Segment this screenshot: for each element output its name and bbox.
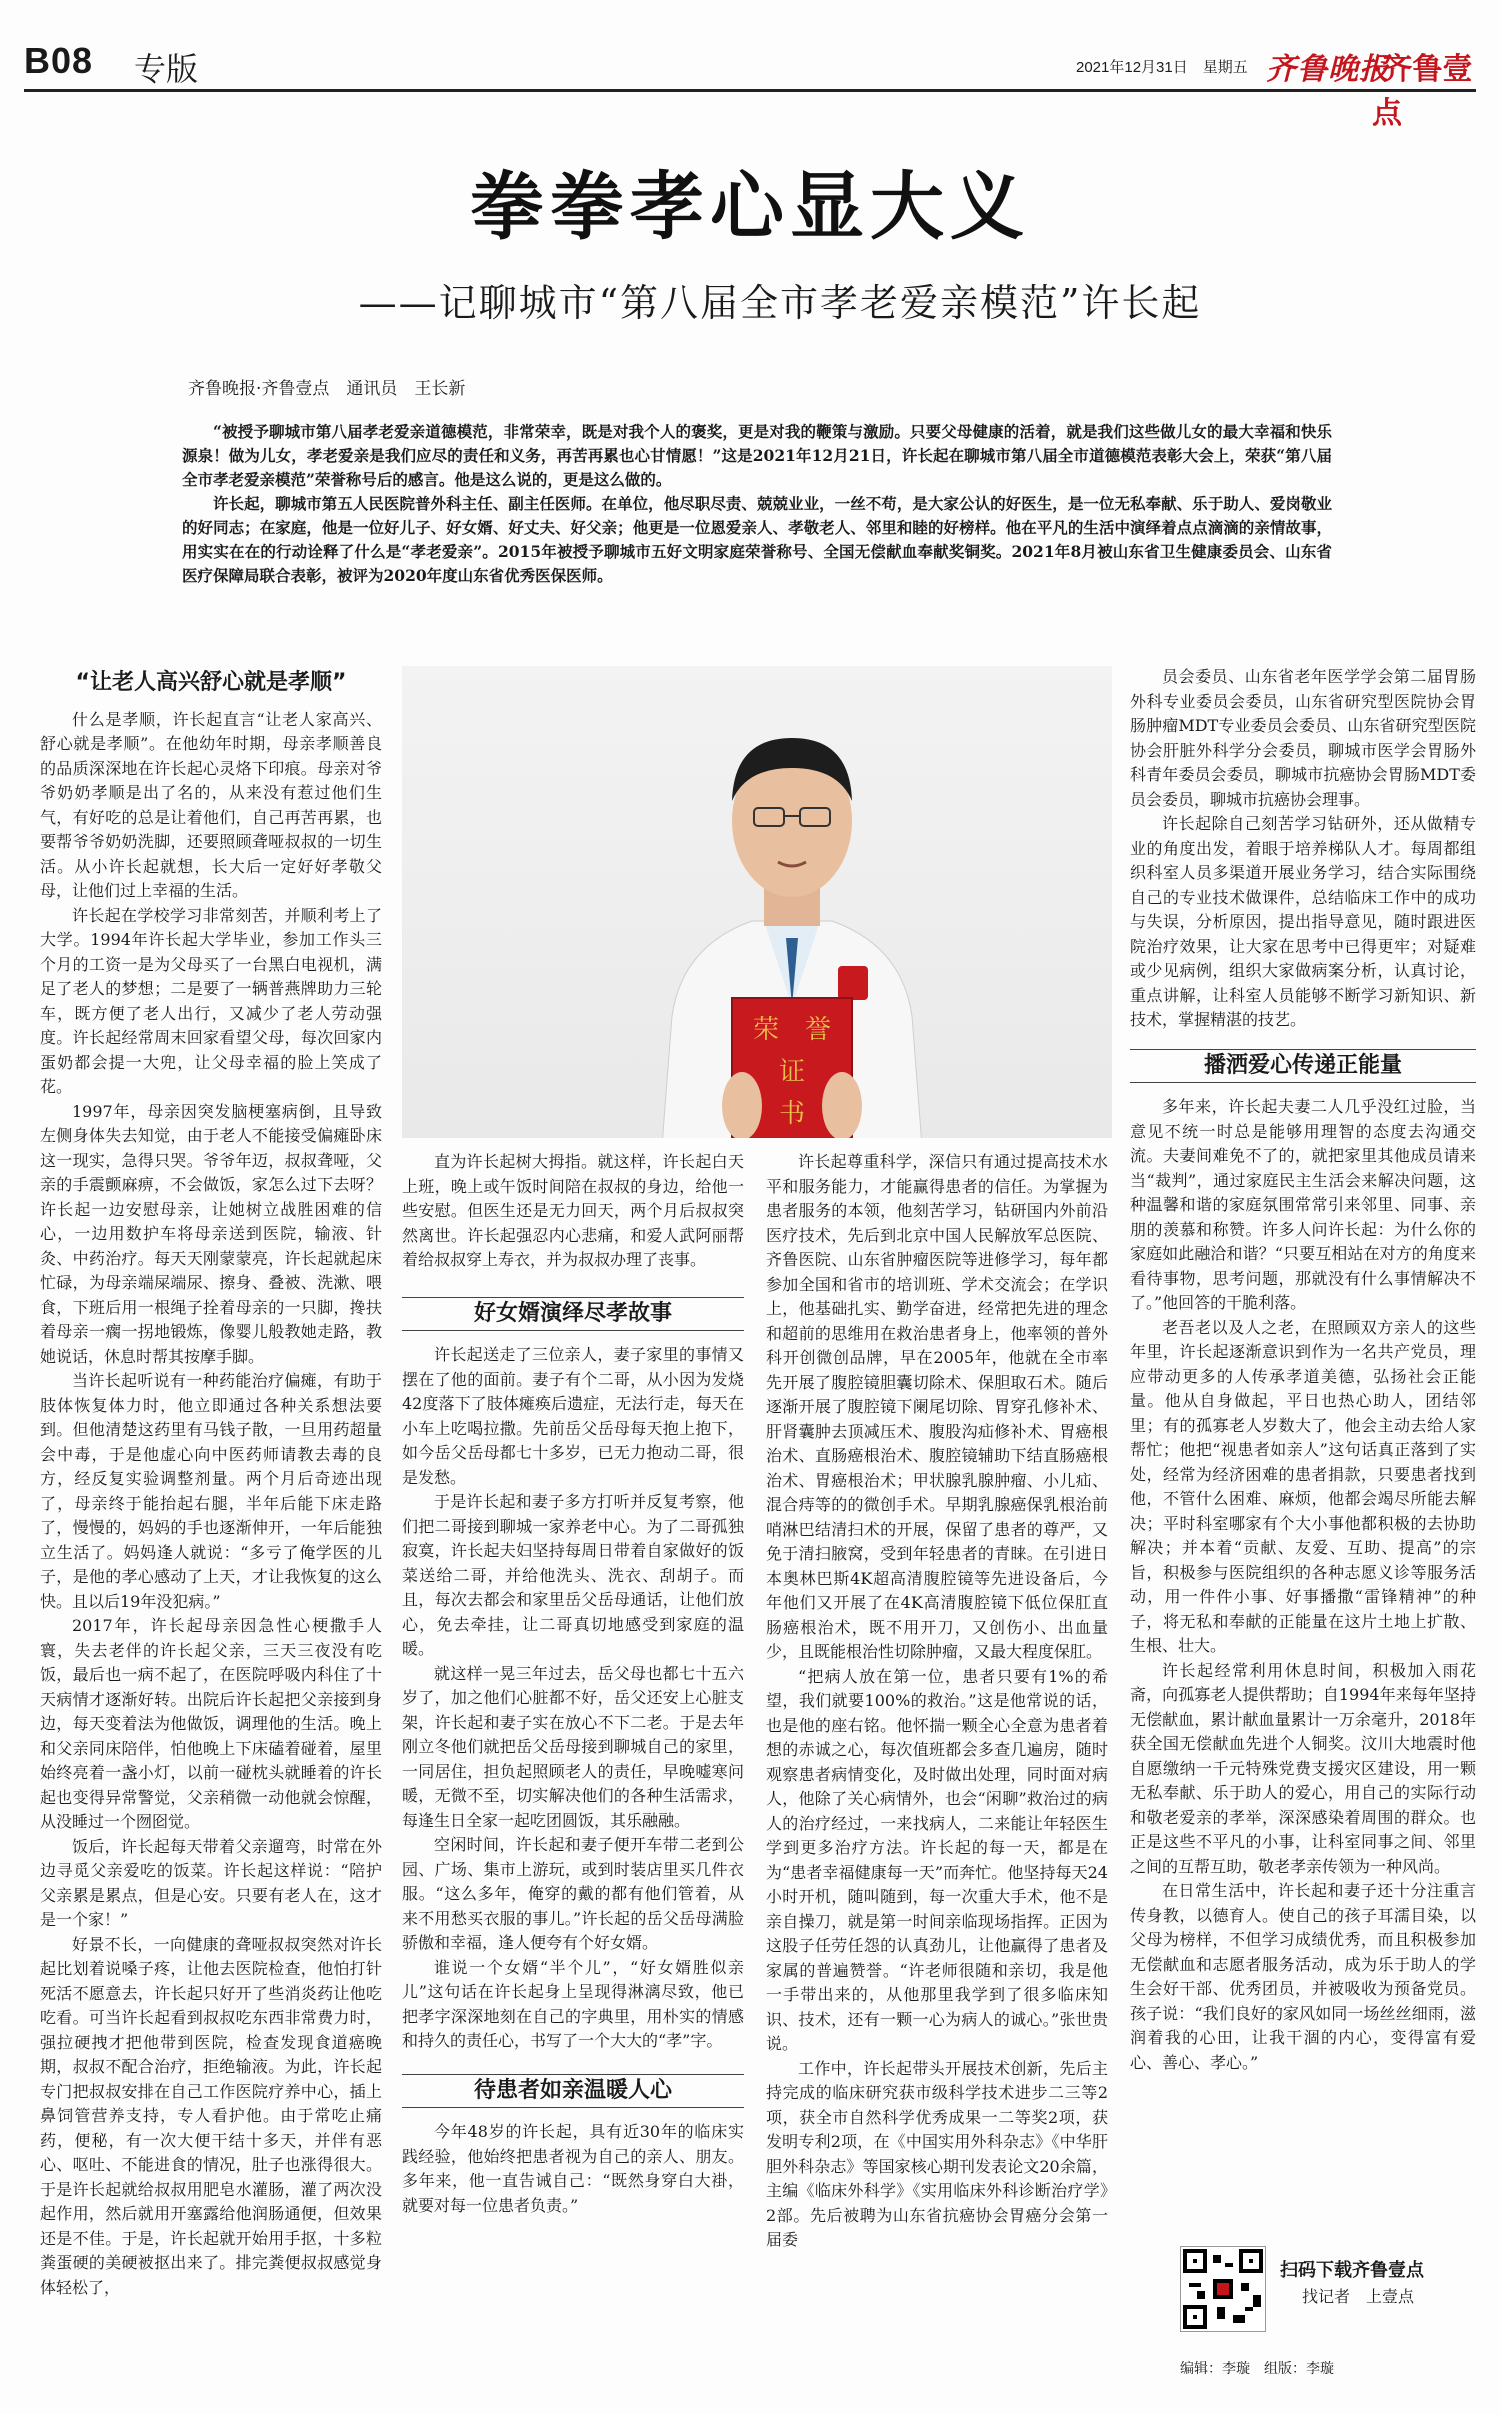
body-paragraph: 饭后，许长起每天带着父亲遛弯，时常在外边寻觅父亲爱吃的饭菜。许长起这样说：“陪护父亲累是累点，但是心安。只要有老人在，这才是一个家！”: [40, 1836, 382, 1929]
body-paragraph: “把病人放在第一位，患者只要有1%的希望，我们就要100%的救治。”这是他常说的话，也是他的座右铭。他怀揣一颗全心全意为患者着想的赤诚之心，每次值班都会多查几遍房，随时观察患者病情变化，及时做出处理，同时面对病人，他除了关心病情外，也会“闲聊”救治过的病人的治疗经过，一来找病人，二来能让年轻医生学到更多治疗方法。许长起的每一天，都是在为“患者幸福健康每一天”而奔忙。他坚持每天24小时开机，随叫随到，每一次重大手术，他不是亲自操刀，就是第一时间亲临现场指挥。正因为这股子任劳任怨的认真劲儿，让他赢得了患者及家属的普遍赞誉。“许老师很随和亲切，我是他一手带出来的，从他那里我学到了很多临床知识、技术，还有一颗一心为病人的诚心。”张世贵说。: [766, 1666, 1108, 2053]
body-paragraph: 在日常生活中，许长起和妻子还十分注重言传身教，以德育人。使自己的孩子耳濡目染，以父母为榜样，不但学习成绩优秀，而且积极参加无偿献血和志愿者服务活动，成为乐于助人的学生会好干部、优秀团员，并被吸收为预备党员。孩子说：“我们良好的家风如同一场丝丝细雨，滋润着我的心田，让我干涸的内心，变得富有爱心、善心、孝心。”: [1130, 1881, 1476, 2072]
body-paragraph: 多年来，许长起夫妻二人几乎没红过脸，当意见不统一时总是能够用理智的态度去沟通交流。夫妻间难免不了的，就把家里其他成员请来当“裁判”，通过家庭民主生活会来解决问题，这种温馨和谐的家庭氛围常常引来邻里、同事、亲朋的羡慕和称赞。许多人问许长起：为什么你的家庭如此融洽和谐？“只要互相站在对方的角度来看待事物，思考问题，那就没有什么事情解决不了。”他回答的干脆利落。: [1130, 1097, 1476, 1312]
doctor-portrait-illustration: [642, 676, 942, 1138]
certificate-text-mid: 证: [778, 1057, 806, 1087]
section-heading: 播洒爱心传递正能量: [1130, 1049, 1476, 1084]
body-paragraph: 工作中，许长起带头开展技术创新，先后主持完成的临床研究获市级科学技术进步二三等2项，获全市自然科学优秀成果一二等奖2项，获发明专利2项，在《中国实用外科杂志》《中华肝胆外科杂志》等国家核心期刊发表论文20余篇，主编《临床外科学》《实用临床外科诊断治疗学》2部。先后被聘为山东省抗癌协会胃癌分会第一届委: [766, 2058, 1108, 2249]
column-4: [1130, 665, 1476, 2237]
section-heading: 待患者如亲温暖人心: [402, 2074, 744, 2109]
body-paragraph: 谁说一个女婿“半个儿”，“好女婿胜似亲儿”这句话在许长起身上呈现得淋漓尽致，他已把孝字深深地刻在自己的字典里，用朴实的情感和持久的责任心，书写了一个大大的“孝”字。: [402, 1957, 744, 2050]
certificate-text-bottom: 书: [778, 1099, 806, 1129]
section-heading: “让老人高兴舒心就是孝顺”: [75, 670, 347, 695]
page-code: B08: [24, 40, 94, 81]
column-3: [766, 1150, 1108, 2380]
qr-block: [1180, 2246, 1480, 2396]
section-name: 专版: [134, 51, 199, 87]
body-paragraph: 什么是孝顺，许长起直言“让老人家高兴、舒心就是孝顺”。在他幼年时期，母亲孝顺善良的品质深深地在许长起心灵烙下印痕。母亲对爷爷奶奶孝顺是出了名的，从来没有惹过他们生气，有好吃的总是让着他们，自己再苦再累，也要帮爷爷奶奶洗脚，还要照顾聋哑叔叔的一切生活。从小许长起就想，长大后一定好好孝敬父母，让他们过上幸福的生活。: [40, 709, 382, 900]
body-paragraph: 许长起除自己刻苦学习钻研外，还从做精专业的角度出发，着眼于培养梯队人才。每周都组织科室人员多渠道开展业务学习，结合实际围绕自己的专业技术做课件，总结临床工作中的成功与失误，分析原因，提出指导意见，随时跟进医院治疗效果，让大家在思考中已得更牢；对疑难或少见病例，组织大家做病案分析，认真讨论，重点讲解，让科室人员能够不断学习新知识、新技术，掌握精湛的技艺。: [1130, 814, 1476, 1029]
portrait-photo: [402, 666, 1112, 1138]
lead-paragraph: 许长起，聊城市第五人民医院普外科主任、副主任医师。在单位，他尽职尽责、兢兢业业，一丝不苟，是大家公认的好医生，是一位无私奉献、乐于助人、爱岗敬业的好同志；在家庭，他是一位好儿子、好女婿、好丈夫、好父亲；他更是一位恩爱亲人、孝敬老人、邻里和睦的好榜样。他在平凡的生活中演绎着点点滴滴的亲情故事，用实实在在的行动诠释了什么是“孝老爱亲”。2015年被授予聊城市五好文明家庭荣誉称号、全国无偿献血奉献奖铜奖。2021年8月被山东省卫生健康委员会、山东省医疗保障局联合表彰，被评为2020年度山东省优秀医保医师。: [182, 494, 1332, 585]
body-paragraph: 许长起在学校学习非常刻苦，并顺利考上了大学。1994年许长起大学毕业，参加工作头三个月的工资一是为父母买了一台黑白电视机，满足了老人的梦想；二是要了一辆普燕牌助力三轮车，既方便了老人出行，又减少了老人劳动强度。许长起经常周末回家看望父母，每次回家内蛋奶都会提一大兜，让父母幸福的脸上笑成了花。: [40, 905, 382, 1096]
body-paragraph: 直为许长起树大拇指。就这样，许长起白天上班，晚上或午饭时间陪在叔叔的身边，给他一些安慰。但医生还是无力回天，两个月后叔叔突然离世。许长起强忍内心悲痛，和爱人武阿丽帮着给叔叔穿上寿衣，并为叔叔办理了丧事。: [402, 1152, 744, 1269]
body-paragraph: 就这样一晃三年过去，岳父母也都七十五六岁了，加之他们心脏都不好，岳父还安上心脏支架，许长起和妻子实在放心不下二老。于是去年刚立冬他们就把岳父岳母接到聊城自己的家里，一同居住，担负起照顾老人的责任，早晚嘘寒问暖，无微不至，切实解决他们的各种生活需求，每逢生日全家一起吃团圆饭，其乐融融。: [402, 1663, 744, 1830]
body-paragraph: 许长起尊重科学，深信只有通过提高技术水平和服务能力，才能赢得患者的信任。为掌握为患者服务的本领，他刻苦学习，钻研国内外前沿医疗技术，先后到北京中国人民解放军总医院、齐鲁医院、山东省肿瘤医院等进修学习，每年都参加全国和省市的培训班、学术交流会；在学识上，他基础扎实、勤学奋进，经常把先进的理念和超前的思维用在救治患者身上，他率领的普外科开创微创品牌，早在2005年，他就在全市率先开展了腹腔镜胆囊切除术、保胆取石术。随后逐渐开展了腹腔镜下阑尾切除、胃穿孔修补术、肝肾囊肿去顶减压术、腹股沟疝修补术、胃癌根治术、直肠癌根治术、腹腔镜辅助下结直肠癌根治术、胃癌根治术；甲状腺乳腺肿瘤、小儿疝、混合痔等的的微创手术。早期乳腺癌保乳根治前哨淋巴结清扫术的开展，保留了患者的尊严，又免于清扫腋窝，受到年轻患者的青睐。在引进日本奥林巴斯4K超高清腹腔镜等先进设备后，今年他们又开展了在4K高清腹腔镜下低位保肛直肠癌根治术，既不用开刀，又创伤小、出血量少，且既能根治性切除肿瘤，又最大程度保肛。: [766, 1152, 1108, 1661]
body-paragraph: 员会委员、山东省老年医学学会第二届胃肠外科专业委员会委员，山东省研究型医院协会胃肠肿瘤MDT专业委员会委员、山东省研究型医院协会肝脏外科学分会委员，聊城市医学会胃肠外科青年委员会委员，聊城市抗癌协会胃肠MDT委员会委员，聊城市抗癌协会理事。: [1130, 667, 1476, 809]
column-1: [40, 665, 382, 2380]
body-paragraph: 1997年，母亲因突发脑梗塞病倒，且导致左侧身体失去知觉，由于老人不能接受偏瘫卧床这一现实，急得只哭。爷爷年迈，叔叔聋哑，父亲的手震颤麻痹，不会做饭，家怎么过下去呀？许长起一边安慰母亲，让她树立战胜困难的信心，一边用数护车将母亲送到医院，输液、针灸、中药治疗。每天天刚蒙蒙亮，许长起就起床忙碌，为母亲端屎端尿、擦身、叠被、洗漱、喂食，下班后用一根绳子拴着母亲的一只脚，搀扶着母亲一瘸一拐地锻炼，像婴儿般教她走路，教她说话，休息时帮其按摩手脚。: [40, 1101, 382, 1366]
body-paragraph: 今年48岁的许长起，具有近30年的临床实践经验，他始终把患者视为自己的亲人、朋友。多年来，他一直告诫自己：“既然身穿白大褂，就要对每一位患者负责。”: [402, 2122, 744, 2215]
app-logo: ·齐鲁壹点: [1372, 52, 1473, 131]
certificate-text-top: 荣 誉: [752, 1015, 832, 1045]
article-subtitle: ——记聊城市“第八届全市孝老爱亲模范”许长起: [358, 281, 1202, 325]
page-header: [24, 40, 1476, 131]
body-paragraph: 空闲时间，许长起和妻子便开车带二老到公园、广场、集市上游玩，或到时装店里买几件衣服。“这么多年，俺穿的戴的都有他们管着，从来不用愁买衣服的事儿。”许长起的岳父岳母满脸骄傲和幸福，逢人便夸有个好女婿。: [402, 1835, 744, 1952]
body-paragraph: 于是许长起和妻子多方打听并反复考察，他们把二哥接到聊城一家养老中心。为了二哥孤独寂寞，许长起夫妇坚持每周日带着自家做好的饭菜送给二哥，并给他洗头、洗衣、刮胡子。而且，每次去都会和家里岳父岳母通话，让他们放心，免去牵挂，让二哥真切地感受到家庭的温暖。: [402, 1492, 744, 1658]
qr-code-icon[interactable]: [1180, 2246, 1266, 2332]
column-2: [402, 1150, 744, 2380]
issue-date: 2021年12月31日 星期五: [1076, 59, 1248, 76]
qr-caption: 扫码下载齐鲁壹点: [1280, 2260, 1424, 2281]
body-paragraph: 好景不长，一向健康的聋哑叔叔突然对许长起比划着说嗓子疼，让他去医院检查，他怕打针死活不愿意去，许长起只好开了些消炎药让他吃吃看。可当许长起看到叔叔吃东西非常费力时，强拉硬拽才把他带到医院，检查发现食道癌晚期，叔叔不配合治疗，拒绝输液。为此，许长起专门把叔叔安排在自己工作医院疗养中心，插上鼻饲管营养支持，专人看护他。由于常吃止痛药，便秘，有一次大便干结十多天，并伴有恶心、呕吐、不能进食的情况，肚子也涨得很大。于是许长起就给叔叔用肥皂水灌肠，灌了两次没起作用，然后就用开塞露给他润肠通便，但效果还是不佳。于是，许长起就开始用手抠，十多粒粪蛋硬的美硬被抠出来了。排完粪便叔叔感觉身体轻松了，: [40, 1934, 382, 2297]
newspaper-logo: 齐鲁晚报: [1266, 52, 1390, 87]
body-paragraph: 2017年，许长起母亲因急性心梗撒手人寰，失去老伴的许长起父亲，三天三夜没有吃饭，最后也一病不起了，在医院呼吸内科住了十天病情才逐渐好转。出院后许长起把父亲接到身边，每天变着法为他做饭，调理他的生活。晚上和父亲同床陪伴，怕他晚上下床磕着碰着，屋里始终亮着一盏小灯，以前一碰枕头就睡着的许长起也变得异常警觉，父亲稍微一动他就会惊醒，从没睡过一个囫囵觉。: [40, 1616, 382, 1831]
section-heading: 好女婿演绎尽孝故事: [402, 1297, 744, 1332]
editor-credit: 编辑：李璇 组版：李璇: [1180, 2360, 1334, 2376]
body-paragraph: 许长起送走了三位亲人，妻子家里的事情又摆在了他的面前。妻子有个二哥，从小因为发烧42度落下了肢体瘫痪后遗症，无法行走，每天在小车上吃喝拉撒。先前岳父岳母每天抱上抱下，如今岳父岳母都七十多岁，已无力抱动二哥，很是发愁。: [402, 1345, 744, 1487]
article-lead: [182, 420, 1332, 588]
body-paragraph: 许长起经常利用休息时间，积极加入雨花斋，向孤寡老人提供帮助；自1994年来每年坚持无偿献血，累计献血量累计一万余毫升，2018年获全国无偿献血先进个人铜奖。汶川大地震时他自愿缴纳一千元特殊党费支援灾区建设，用一颗无私奉献、乐于助人的爱心，用自己的实际行动和敬老爱亲的孝举，深深感染着周围的群众。也正是这些不平凡的小事，让科室同事之间、邻里之间的互帮互助，敬老孝亲传领为一种风尚。: [1130, 1660, 1476, 1876]
article-title: 拳拳孝心显大义: [470, 164, 1030, 250]
body-paragraph: 当许长起听说有一种药能治疗偏瘫，有助于肢体恢复体力时，他立即通过各种关系想法要到。但他清楚这药里有马钱子散，一旦用药超量会中毒，于是他虚心向中医药师请教去毒的良方，经反复实验调整剂量。两个月后奇迹出现了，母亲终于能抬起右腿，半年后能下床走路了，慢慢的，妈妈的手也逐渐伸开，一年后能独立生活了。妈妈逢人就说：“多亏了俺学医的儿子，是他的孝心感动了上天，才让我恢复的这么快。且以后19年没犯病。”: [40, 1371, 382, 1611]
article-byline: 齐鲁晚报·齐鲁壹点 通讯员 王长新: [188, 379, 466, 399]
body-paragraph: 老吾老以及人之老，在照顾双方亲人的这些年里，许长起逐渐意识到作为一名共产党员，理应带动更多的人传承孝道美德，弘扬社会正能量。他从自身做起，平日也热心助人，团结邻里；有的孤寡老人岁数大了，他会主动去给人家帮忙；他把“视患者如亲人”这句话真正落到了实处，经常为经济困难的患者捐款，只要患者找到他，不管什么困难、麻烦，他都会竭尽所能去解决；平时科室哪家有个大小事他都积极的去协助解决；并本着“贡献、友爱、互助、提高”的宗旨，积极参与医院组织的各种志愿义诊等服务活动，用一件件小事、好事播撒“雷锋精神”的种子，将无私和奉献的正能量在这片土地上扩散、生根、壮大。: [1130, 1317, 1476, 1655]
lead-paragraph: “被授予聊城市第八届孝老爱亲道德模范，非常荣幸，既是对我个人的褒奖，更是对我的鞭策与激励。只要父母健康的活着，就是我们这些做儿女的最大幸福和快乐源泉！做为儿女，孝老爱亲是我们应尽的责任和义务，再苦再累也心甘情愿！”这是2021年12月21日，许长起在聊城市第八届全市道德模范表彰大会上，荣获“第八届全市孝老爱亲模范”荣誉称号后的感言。他是这么说的，更是这么做的。: [182, 422, 1332, 489]
qr-subcaption: 找记者 上壹点: [1302, 2287, 1415, 2306]
